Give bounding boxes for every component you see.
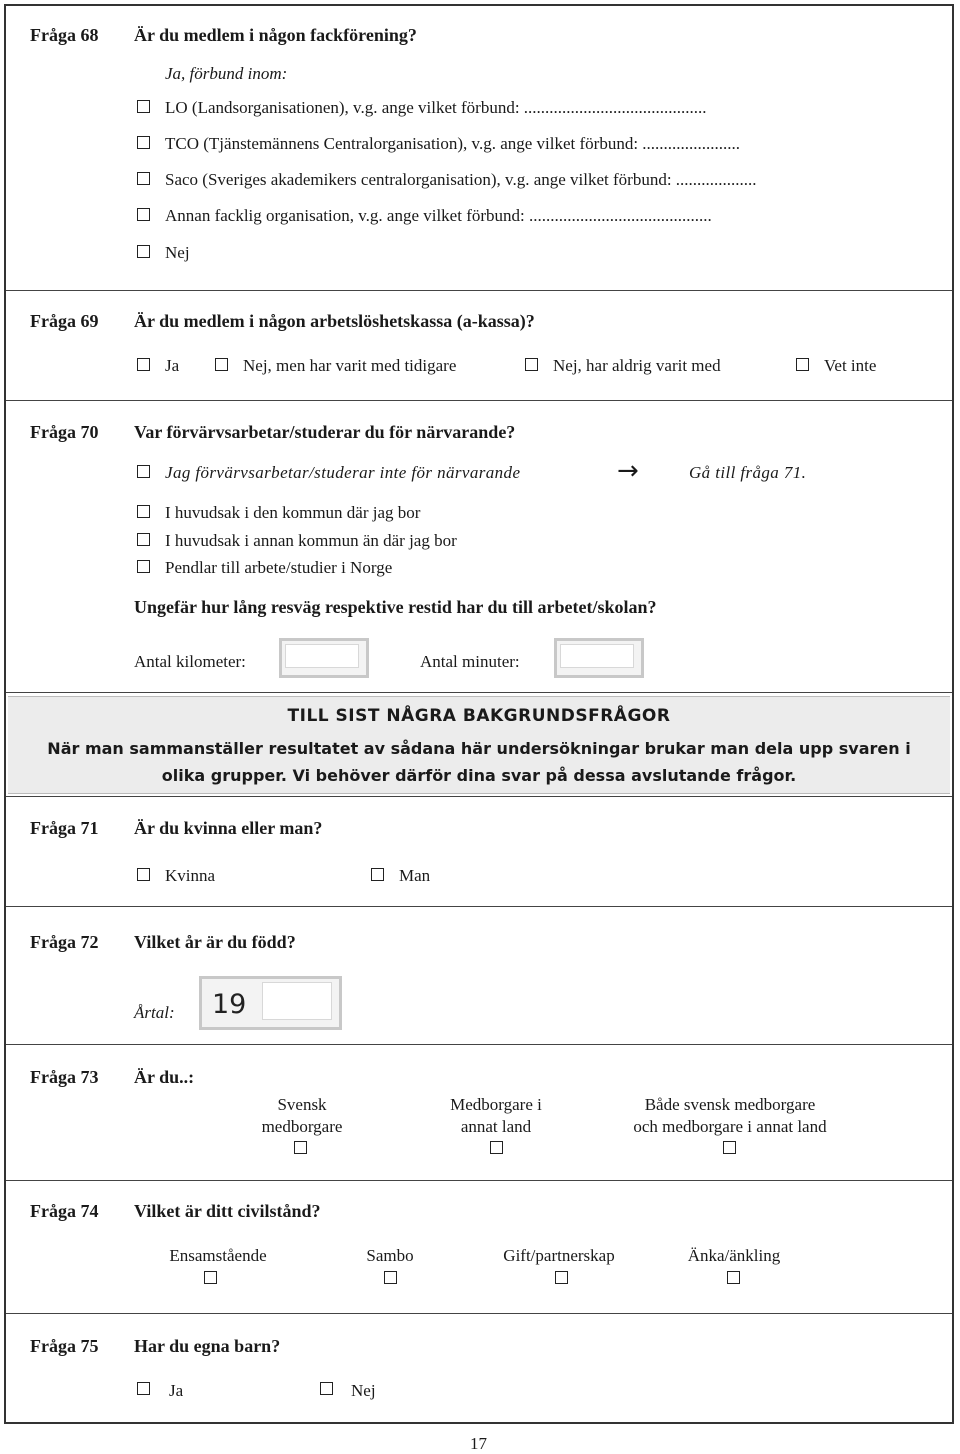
min-label: Antal minuter: xyxy=(420,652,520,671)
year-label: Årtal: xyxy=(134,1003,175,1022)
background-section-banner xyxy=(8,696,950,794)
q68-option-lo: LO (Landsorganisationen), v.g. ange vilket förbund: ........................................... xyxy=(165,98,707,117)
q73-option-bada: Både svensk medborgare och medborgare i annat land xyxy=(633,1095,827,1136)
separator xyxy=(6,400,952,401)
q70-label: Fråga 70 xyxy=(30,422,99,442)
q73-option-annat-land: Medborgare i annat land xyxy=(450,1095,542,1136)
q74-question: Vilket är ditt civilstånd? xyxy=(134,1201,321,1221)
page-number: 17 xyxy=(470,1434,487,1453)
q71-checkbox-man[interactable] xyxy=(371,868,384,881)
q75-question: Har du egna barn? xyxy=(134,1336,281,1356)
separator xyxy=(6,1044,952,1045)
q70-checkbox-norge[interactable] xyxy=(137,560,150,573)
q69-label: Fråga 69 xyxy=(30,311,99,331)
q71-label: Fråga 71 xyxy=(30,818,99,838)
q73-option-svensk: Svensk medborgare xyxy=(261,1095,343,1136)
q69-option-tidigare: Nej, men har varit med tidigare xyxy=(243,356,457,375)
q69-checkbox-aldrig[interactable] xyxy=(525,358,538,371)
separator xyxy=(6,796,952,797)
q73-label: Fråga 73 xyxy=(30,1067,99,1087)
q68-checkbox-annan[interactable] xyxy=(137,208,150,221)
q74-option-gift: Gift/partnerskap xyxy=(503,1246,615,1265)
q74-checkbox-ensamstaende[interactable] xyxy=(204,1271,217,1284)
q72-label: Fråga 72 xyxy=(30,932,99,952)
q69-option-vet-inte: Vet inte xyxy=(824,356,877,375)
year-prefix: 19 xyxy=(212,989,247,1020)
q69-checkbox-vet-inte[interactable] xyxy=(796,358,809,371)
q75-checkbox-ja[interactable] xyxy=(137,1382,150,1395)
q68-option-tco: TCO (Tjänstemännens Centralorganisation), v.g. ange vilket förbund: ....................... xyxy=(165,134,741,153)
banner-title: TILL SIST NÅGRA BAKGRUNDSFRÅGOR xyxy=(287,706,671,726)
banner-text: När man sammanställer resultatet av sådana här undersökningar brukar man dela upp svaren i olika grupper. Vi behöver därför dina svar på dessa avslutande frågor. xyxy=(47,739,911,785)
q68-checkbox-lo[interactable] xyxy=(137,100,150,113)
q71-checkbox-kvinna[interactable] xyxy=(137,868,150,881)
q74-option-sambo: Sambo xyxy=(366,1246,414,1265)
q68-checkbox-saco[interactable] xyxy=(137,172,150,185)
q69-question: Är du medlem i någon arbetslöshetskassa (a-kassa)? xyxy=(134,311,535,331)
q74-checkbox-gift[interactable] xyxy=(555,1271,568,1284)
q73-checkbox-bada[interactable] xyxy=(723,1141,736,1154)
q70-checkbox-skip[interactable] xyxy=(137,465,150,478)
q75-label: Fråga 75 xyxy=(30,1336,99,1356)
q70-option-annan-kommun: I huvudsak i annan kommun än där jag bor xyxy=(165,531,457,550)
q74-option-anka: Änka/änkling xyxy=(687,1246,781,1265)
separator xyxy=(6,692,952,693)
q70-skip-target: Gå till fråga 71. xyxy=(689,463,807,482)
q69-checkbox-tidigare[interactable] xyxy=(215,358,228,371)
q68-subheading: Ja, förbund inom: xyxy=(165,64,288,83)
q70-option-samma-kommun: I huvudsak i den kommun där jag bor xyxy=(165,503,421,522)
separator xyxy=(6,290,952,291)
q70-question: Var förvärvsarbetar/studerar du för närvarande? xyxy=(134,422,516,442)
q68-label: Fråga 68 xyxy=(30,25,99,45)
q68-option-saco: Saco (Sveriges akademikers centralorganisation), v.g. ange vilket förbund: ................... xyxy=(165,170,757,189)
q74-checkbox-sambo[interactable] xyxy=(384,1271,397,1284)
q68-option-annan: Annan facklig organisation, v.g. ange vilket förbund: ........................................... xyxy=(165,206,712,225)
q70-option-skip: Jag förvärvsarbetar/studerar inte för närvarande xyxy=(165,463,521,482)
q68-option-nej: Nej xyxy=(165,243,190,262)
q71-question: Är du kvinna eller man? xyxy=(134,818,323,838)
q71-option-man: Man xyxy=(399,866,431,885)
km-label: Antal kilometer: xyxy=(134,652,246,671)
q72-question: Vilket år är du född? xyxy=(134,932,296,952)
q70-checkbox-samma-kommun[interactable] xyxy=(137,505,150,518)
q74-label: Fråga 74 xyxy=(30,1201,99,1221)
q71-option-kvinna: Kvinna xyxy=(165,866,216,885)
q75-option-nej: Nej xyxy=(351,1381,376,1400)
q69-option-ja: Ja xyxy=(165,356,180,375)
q69-option-aldrig: Nej, har aldrig varit med xyxy=(553,356,721,375)
separator xyxy=(6,906,952,907)
arrow-right-icon: → xyxy=(617,456,639,486)
q75-option-ja: Ja xyxy=(169,1381,184,1400)
q74-option-ensamstaende: Ensamstående xyxy=(169,1246,267,1265)
q75-checkbox-nej[interactable] xyxy=(320,1382,333,1395)
year-input[interactable] xyxy=(199,976,342,1030)
q70-followup: Ungefär hur lång resväg respektive restid har du till arbetet/skolan? xyxy=(134,597,657,617)
separator xyxy=(6,1313,952,1314)
q68-question: Är du medlem i någon fackförening? xyxy=(134,25,417,45)
q74-checkbox-anka[interactable] xyxy=(727,1271,740,1284)
q73-question: Är du..: xyxy=(134,1067,195,1087)
q68-checkbox-tco[interactable] xyxy=(137,136,150,149)
min-input[interactable] xyxy=(554,638,644,678)
q69-checkbox-ja[interactable] xyxy=(137,358,150,371)
q70-option-norge: Pendlar till arbete/studier i Norge xyxy=(165,558,393,577)
separator xyxy=(6,1180,952,1181)
q73-checkbox-annat-land[interactable] xyxy=(490,1141,503,1154)
q73-checkbox-svensk[interactable] xyxy=(294,1141,307,1154)
q68-checkbox-nej[interactable] xyxy=(137,245,150,258)
km-input[interactable] xyxy=(279,638,369,678)
q70-checkbox-annan-kommun[interactable] xyxy=(137,533,150,546)
